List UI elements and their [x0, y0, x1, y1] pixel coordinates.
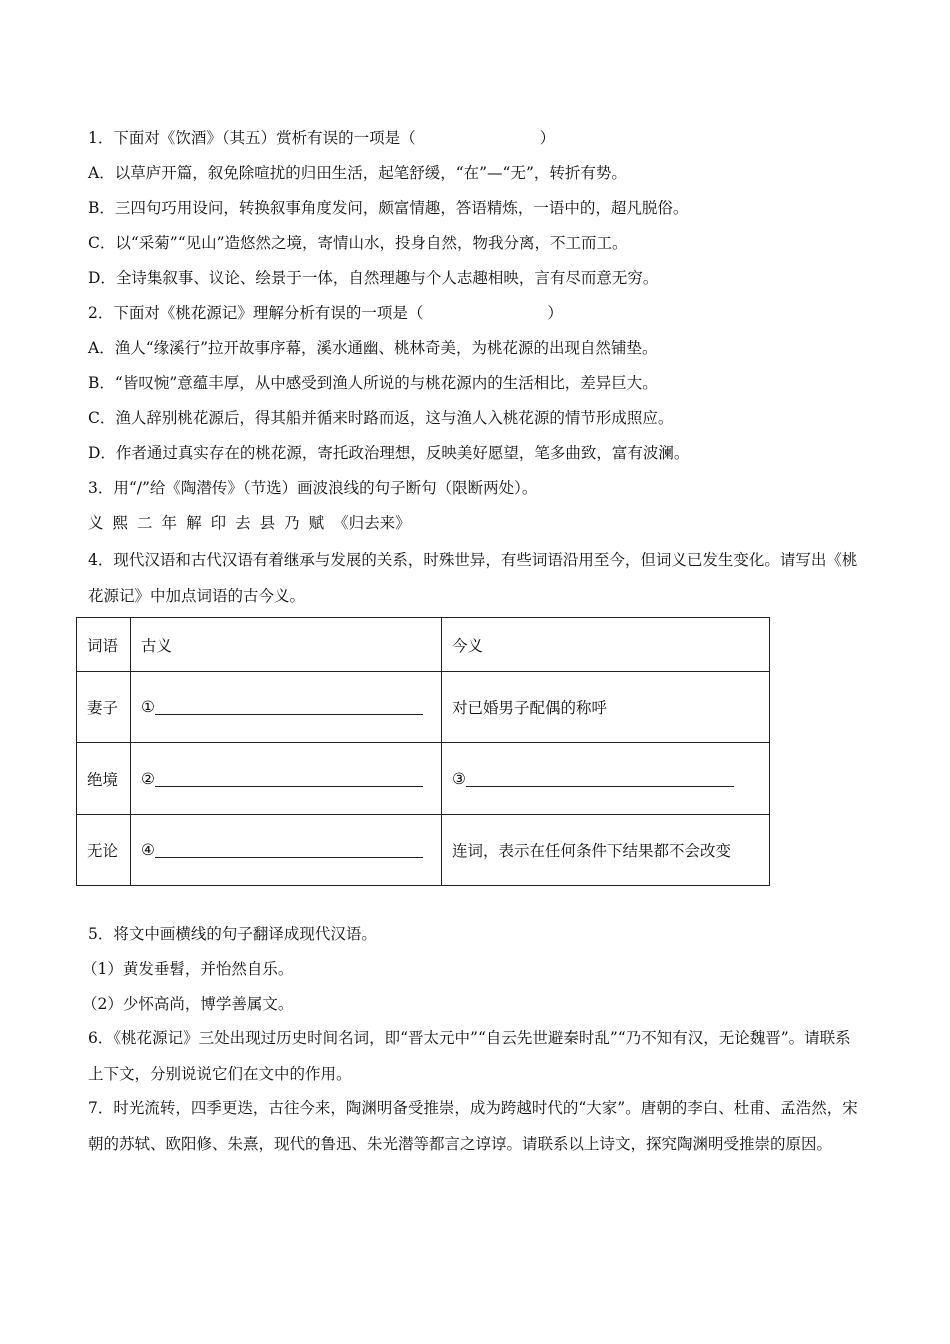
- q2-option-b: B．“皆叹惋”意蕴丰厚，从中感受到渔人所说的与桃花源内的生活相比，差异巨大。: [88, 374, 658, 392]
- blank-mark: ②: [141, 769, 155, 788]
- q2-stem: 2．下面对《桃花源记》理解分析有误的一项是（ ）: [88, 304, 563, 322]
- answer-blank[interactable]: [155, 770, 423, 787]
- q6-stem: 6．《桃花源记》三处出现过历史时间名词，即“晋太元中”“自云先世避秦时乱”“乃不知有汉，无论魏晋”。请联系上下文，分别说说它们在文中的作用。: [88, 1029, 851, 1083]
- q1-stem: 1．下面对《饮酒》（其五）赏析有误的一项是（ ）: [88, 129, 556, 147]
- table-header-row: [77, 618, 770, 672]
- row-word: 无论: [77, 815, 131, 886]
- q1-option-d: D．全诗集叙事、议论、绘景于一体，自然理趣与个人志趣相映，言有尽而意无穷。: [88, 269, 659, 287]
- q3-char: 解: [186, 514, 202, 532]
- q1-option-c: C．以“采菊”“见山”造悠然之境，寄情山水，投身自然，物我分离，不工而工。: [88, 234, 628, 252]
- modern-blank-cell: [442, 743, 770, 815]
- q3-char: 印: [210, 514, 227, 532]
- q5-item-2: （2）少怀高尚，博学善属文。: [82, 995, 294, 1013]
- ancient-blank-cell: [131, 672, 442, 743]
- answer-blank[interactable]: [155, 698, 423, 715]
- blank-mark: ④: [141, 841, 155, 859]
- q7-stem: 7．时光流转，四季更迭，古往今来，陶渊明备受推崇，成为跨越时代的“大家”。唐朝的李白、杜甫、孟浩然，宋朝的苏轼、欧阳修、朱熹，现代的鲁迅、朱光潜等都言之谆谆。请联系以上诗文，探究陶渊明受推崇的原因。: [88, 1099, 858, 1153]
- q5-item-1: （1）黄发垂髫，并怡然自乐。: [82, 960, 294, 978]
- table-row: [77, 672, 770, 743]
- q3-char: 去: [235, 514, 251, 532]
- ancient-blank-cell: [131, 743, 442, 815]
- q3-char: 县: [259, 514, 276, 532]
- q5-stem: 5．将文中画横线的句子翻译成现代汉语。: [88, 925, 377, 943]
- q2-option-d: D．作者通过真实存在的桃花源，寄托政治理想，反映美好愿望，笔多曲致，富有波澜。: [88, 444, 690, 462]
- row-word: 妻子: [77, 672, 131, 743]
- answer-blank[interactable]: [155, 841, 423, 858]
- header-modern: 今义: [442, 618, 770, 672]
- q3-char: 义: [88, 514, 104, 532]
- q3-sentence: [88, 513, 420, 533]
- header-word: 词语: [77, 618, 131, 672]
- table-row: [77, 815, 770, 886]
- row-word: 绝境: [77, 743, 131, 815]
- table-row: [77, 743, 770, 815]
- q2-option-a: A．渔人“缘溪行”拉开故事序幕，溪水通幽、桃林奇美，为桃花源的出现自然铺垫。: [88, 339, 658, 357]
- answer-blank[interactable]: [466, 770, 734, 787]
- header-ancient: 古义: [131, 618, 442, 672]
- q2-option-c: C．渔人辞别桃花源后，得其船并循来时路而返，这与渔人入桃花源的情节形成照应。: [88, 409, 674, 427]
- q1-option-b: B．三四句巧用设问，转换叙事角度发问，颇富情趣，答语精炼，一语中的，超凡脱俗。: [88, 199, 689, 217]
- modern-text: 连词，表示在任何条件下结果都不会改变: [442, 815, 770, 886]
- q4-stem: 4．现代汉语和古代汉语有着继承与发展的关系，时殊世异，有些词语沿用至今，但词义已发生变化。请写出《桃花源记》中加点词语的古今义。: [88, 551, 858, 605]
- modern-text: 对已婚男子配偶的称呼: [442, 672, 770, 743]
- q3-char: 年: [161, 514, 178, 532]
- q3-stem: 3．用“/”给《陶潜传》（节选）画波浪线的句子断句（限断两处）。: [88, 479, 538, 497]
- q3-char: 二: [137, 514, 153, 532]
- ancient-blank-cell: [131, 815, 442, 886]
- q3-char: 熙: [112, 514, 129, 532]
- q3-char: 赋: [308, 514, 325, 532]
- q3-char: 《归去来》: [333, 514, 411, 532]
- vocab-table: [76, 617, 770, 886]
- q3-char: 乃: [284, 514, 300, 532]
- blank-mark: ③: [452, 769, 466, 788]
- q1-option-a: A．以草庐开篇，叙免除喧扰的归田生活，起笔舒缓，“在”—“无”，转折有势。: [88, 164, 627, 182]
- blank-mark: ①: [141, 698, 155, 716]
